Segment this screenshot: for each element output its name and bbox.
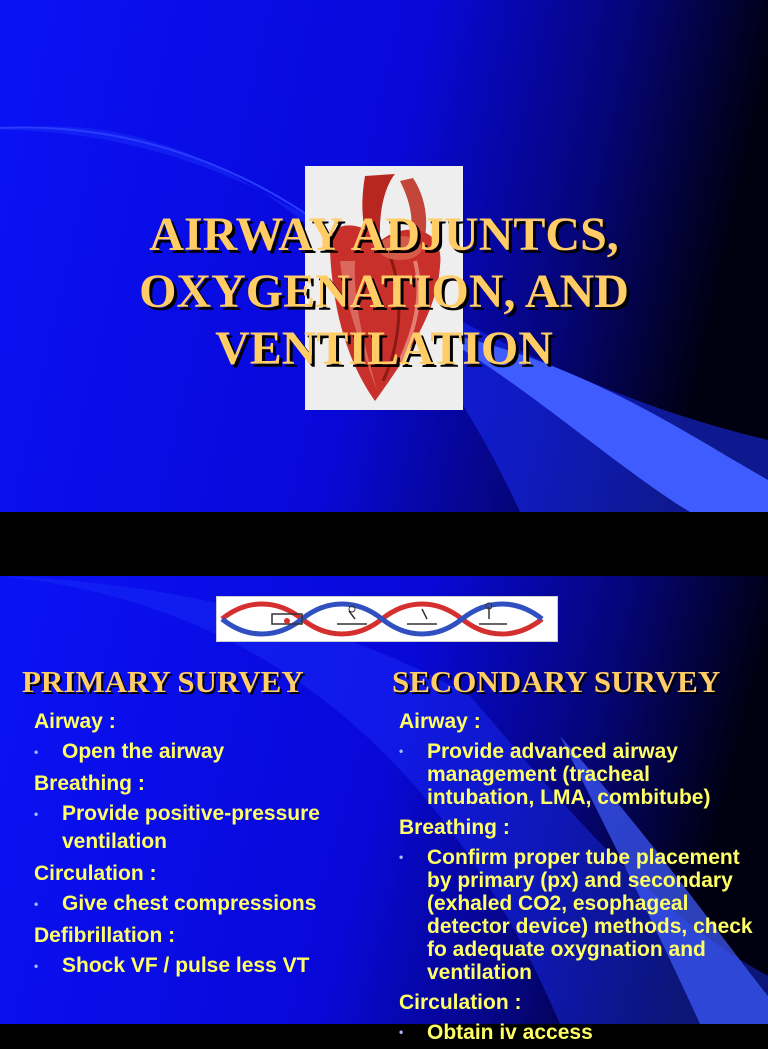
title-slide (0, 0, 768, 512)
secondary-list-item: • Obtain iv access (399, 1021, 593, 1044)
bullet-icon: • (399, 1025, 404, 1039)
chain-of-survival-image (216, 596, 558, 642)
primary-list-item: • Shock VF / pulse less VT (34, 952, 374, 980)
primary-list-item: • Provide positive-pressure ventilation (34, 802, 320, 853)
secondary-section-label: Breathing : (399, 816, 510, 839)
secondary-section-label: Circulation : (399, 991, 522, 1014)
secondary-list-item: • Confirm proper tube placement by primary (px) and secondary (exhaled CO2, esophageal detector device) methods, check fo adequate oxygnation and ventilation (399, 846, 753, 984)
primary-survey-heading: PRIMARY SURVEY (22, 664, 304, 699)
secondary-survey-heading: SECONDARY SURVEY (392, 664, 721, 699)
primary-section-label: Circulation : (34, 862, 157, 885)
bullet-icon: • (34, 897, 39, 911)
primary-section-label: Breathing : (34, 772, 145, 795)
bullet-icon: • (399, 744, 404, 758)
bullet-icon: • (399, 850, 404, 864)
slide-title: AIRWAY ADJUNTCS, OXYGENATION, AND VENTILATION (139, 208, 629, 375)
primary-section-label: Defibrillation : (34, 924, 176, 947)
chain-icon (217, 597, 557, 641)
secondary-section-label: Airway : (399, 710, 481, 733)
primary-survey-list (34, 708, 374, 984)
primary-section-label: Airway : (34, 710, 116, 733)
bullet-icon: • (34, 745, 39, 759)
bullet-icon: • (34, 959, 39, 973)
secondary-list-item: • Provide advanced airway management (tracheal intubation, LMA, combitube) (399, 740, 711, 809)
bullet-icon: • (34, 807, 39, 821)
primary-list-item: • Open the airway (34, 738, 374, 766)
primary-list-item: • Give chest compressions (34, 890, 374, 918)
secondary-survey-list (399, 708, 761, 1049)
